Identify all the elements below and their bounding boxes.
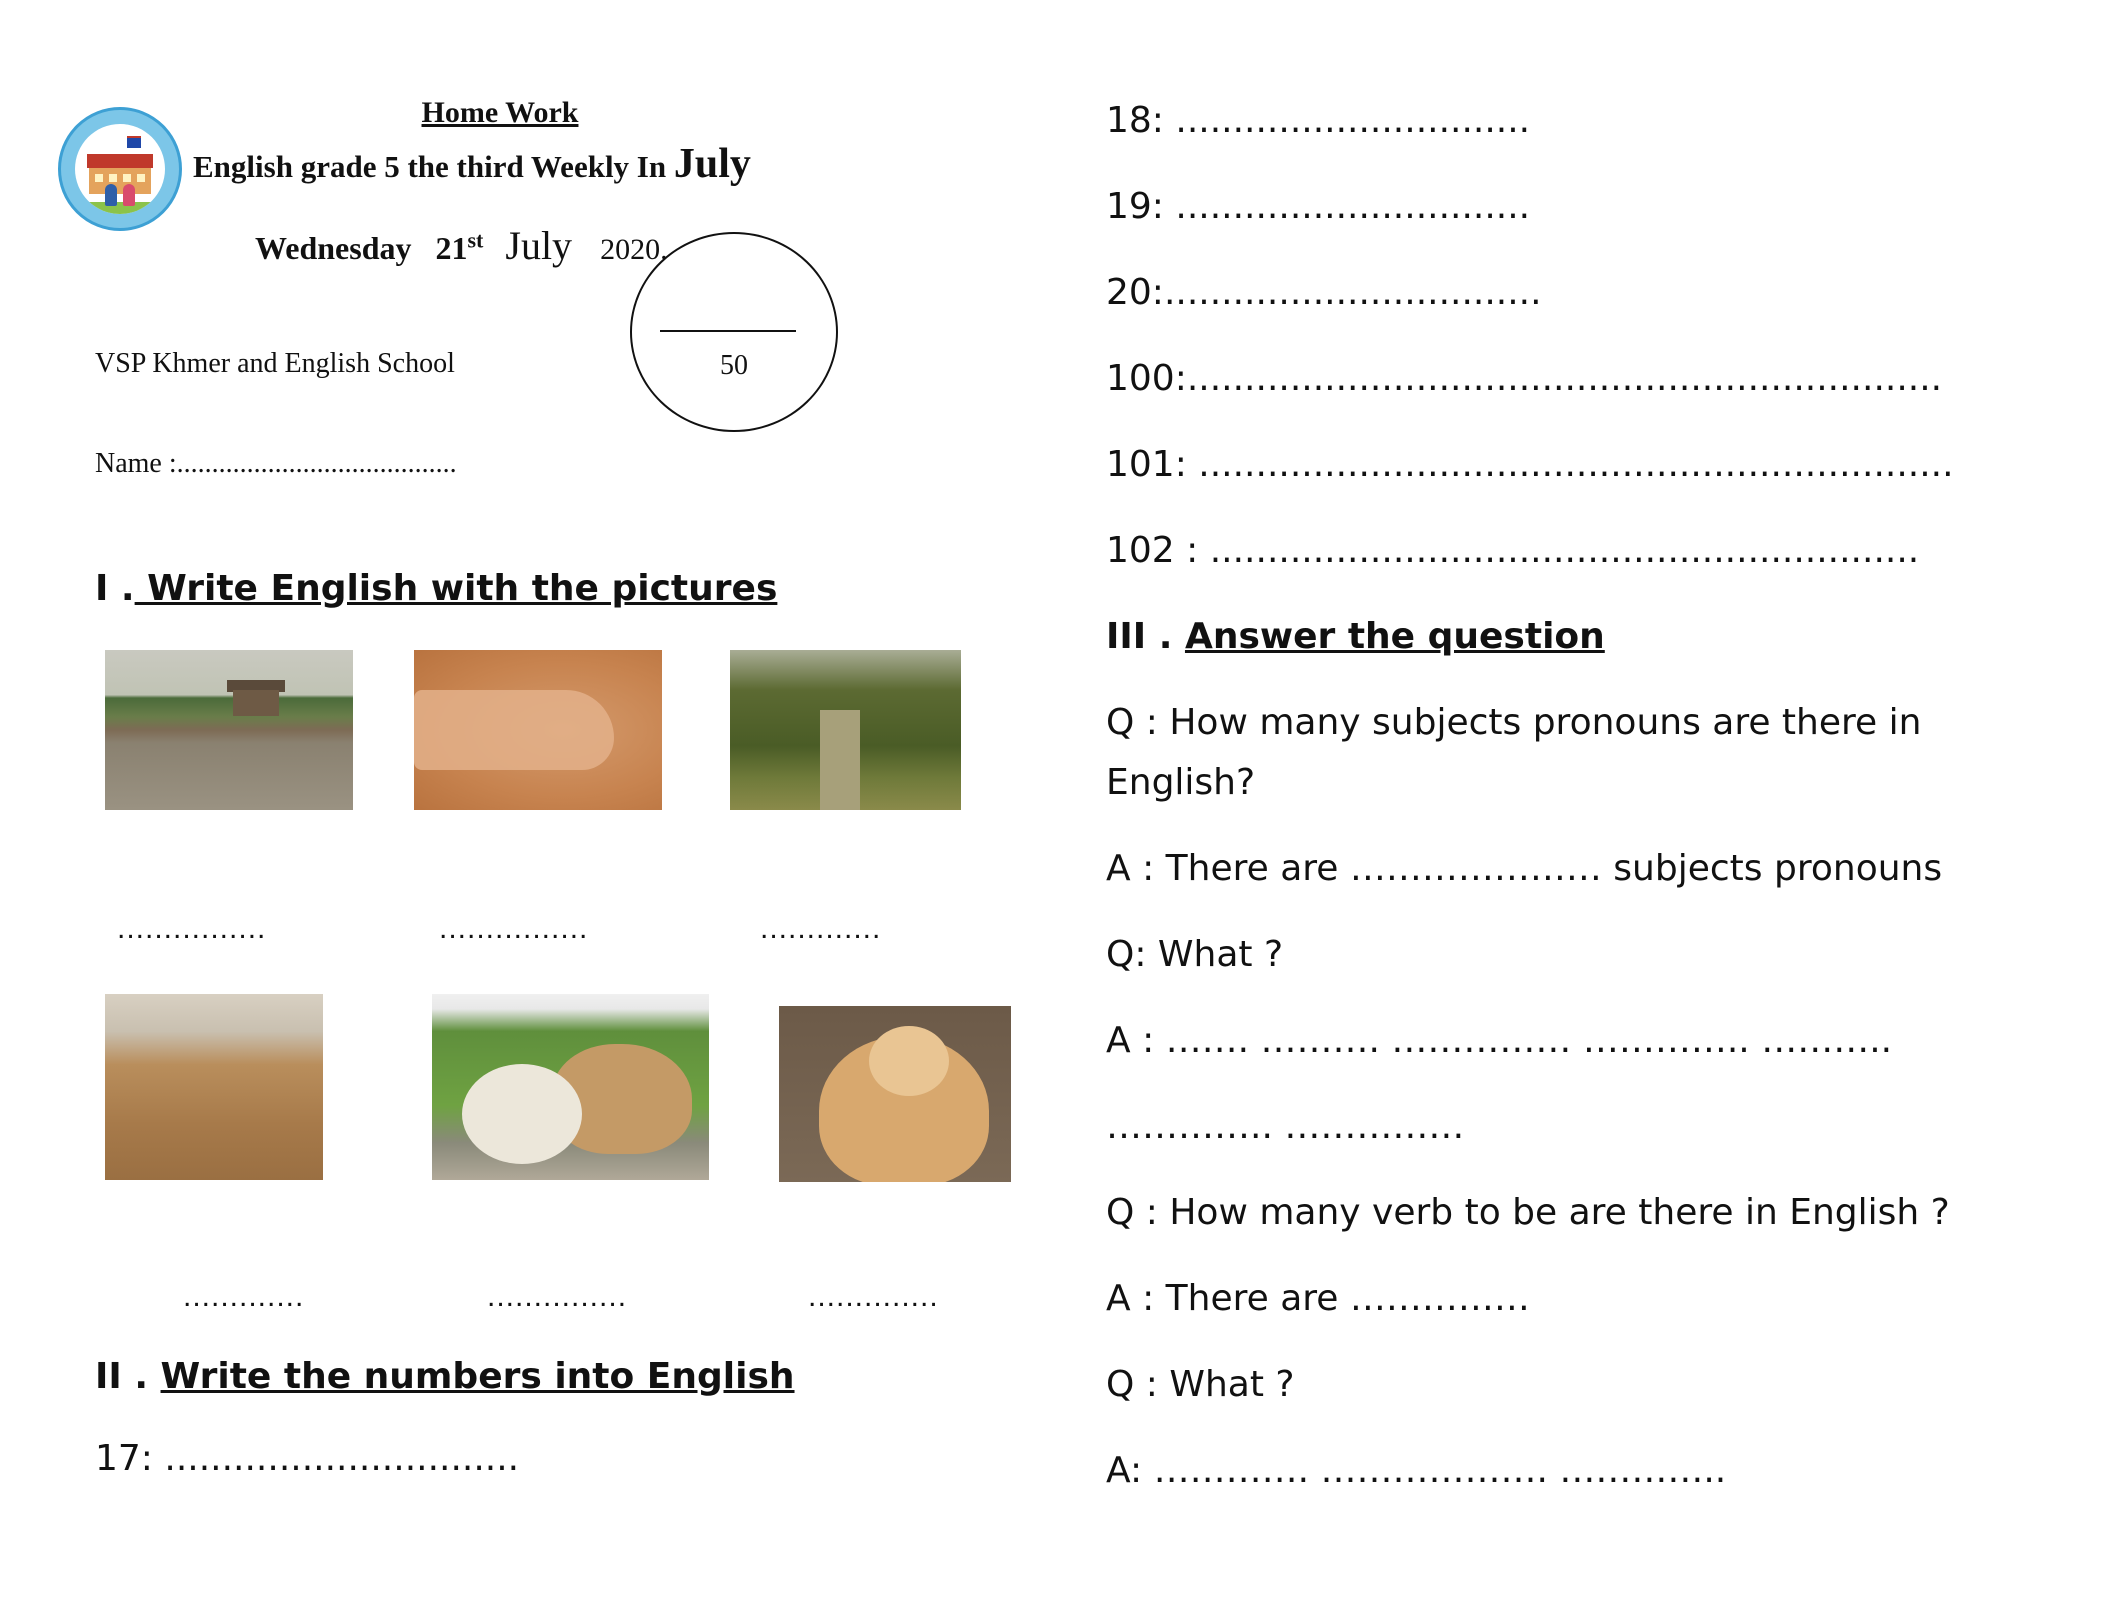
section-3-number: III . — [1106, 616, 1173, 657]
answer-4[interactable]: A: …………. ………………. ………….. — [1106, 1450, 1727, 1491]
answer-2[interactable]: A : ……. ………. …………… ………….. ……….. — [1106, 1020, 1893, 1061]
section-1-heading — [95, 568, 777, 609]
subtitle-month: July — [673, 141, 751, 187]
school-name: VSP Khmer and English School — [95, 348, 455, 379]
question-2: Q: What ? — [1106, 934, 1284, 975]
name-field[interactable]: Name :........................................ — [95, 448, 457, 479]
answer-blank[interactable]: ............. — [760, 912, 882, 945]
number-item[interactable]: 17: ............................... — [95, 1438, 520, 1479]
number-item[interactable]: 18: ............................... — [1106, 100, 1531, 141]
question-4: Q : What ? — [1106, 1364, 1295, 1405]
section-3-title: Answer the question — [1184, 616, 1605, 657]
date-day: 21 — [435, 230, 468, 266]
answer-blank[interactable]: ............... — [487, 1280, 628, 1313]
river-house-picture — [105, 650, 353, 810]
section-2-heading — [95, 1356, 795, 1397]
answer-blank[interactable]: ............. — [183, 1280, 305, 1313]
page-title: Home Work — [421, 96, 579, 129]
section-1-title: Write English with the pictures — [134, 568, 778, 609]
number-item[interactable]: 100:.................................................................. — [1106, 358, 1943, 399]
date-suffix: st — [467, 227, 484, 253]
score-circle — [630, 232, 838, 432]
date-line — [255, 222, 668, 269]
score-total: 50 — [720, 350, 748, 381]
date-month: July — [505, 223, 573, 268]
answer-2-cont[interactable]: ………….. …………… — [1106, 1106, 1465, 1147]
date-weekday: Wednesday — [255, 230, 412, 266]
question-1: Q : How many subjects pronouns are there in — [1106, 702, 1922, 743]
number-item[interactable]: 19: ............................... — [1106, 186, 1531, 227]
number-item[interactable]: 101: .................................................................. — [1106, 444, 1954, 485]
sand-pile-picture — [105, 994, 323, 1180]
section-3-heading — [1106, 616, 1605, 657]
date-year: 2020. — [600, 233, 668, 266]
section-1-number: I . — [95, 568, 135, 609]
sheep-goat-picture — [432, 994, 709, 1180]
number-item[interactable]: 102 : .............................................................. — [1106, 530, 1920, 571]
forest-picture — [730, 650, 961, 810]
score-blank[interactable] — [660, 330, 796, 332]
answer-blank[interactable]: ................ — [439, 912, 589, 945]
subtitle-prefix: English grade 5 the third Weekly In — [193, 149, 667, 184]
answer-blank[interactable]: ................ — [117, 912, 267, 945]
question-3: Q : How many verb to be are there in English ? — [1106, 1192, 1950, 1233]
answer-1[interactable]: A : There are ………………… subjects pronouns — [1106, 848, 1943, 889]
subtitle — [193, 140, 751, 188]
section-2-title: Write the numbers into English — [160, 1356, 795, 1397]
section-2-number: II . — [95, 1356, 148, 1397]
number-item[interactable]: 20:................................. — [1106, 272, 1542, 313]
hand-picture — [414, 650, 662, 810]
answer-3[interactable]: A : There are …………… — [1106, 1278, 1530, 1319]
question-1-cont: English? — [1106, 762, 1256, 803]
answer-blank[interactable]: .............. — [808, 1280, 939, 1313]
cat-picture — [779, 1006, 1011, 1182]
